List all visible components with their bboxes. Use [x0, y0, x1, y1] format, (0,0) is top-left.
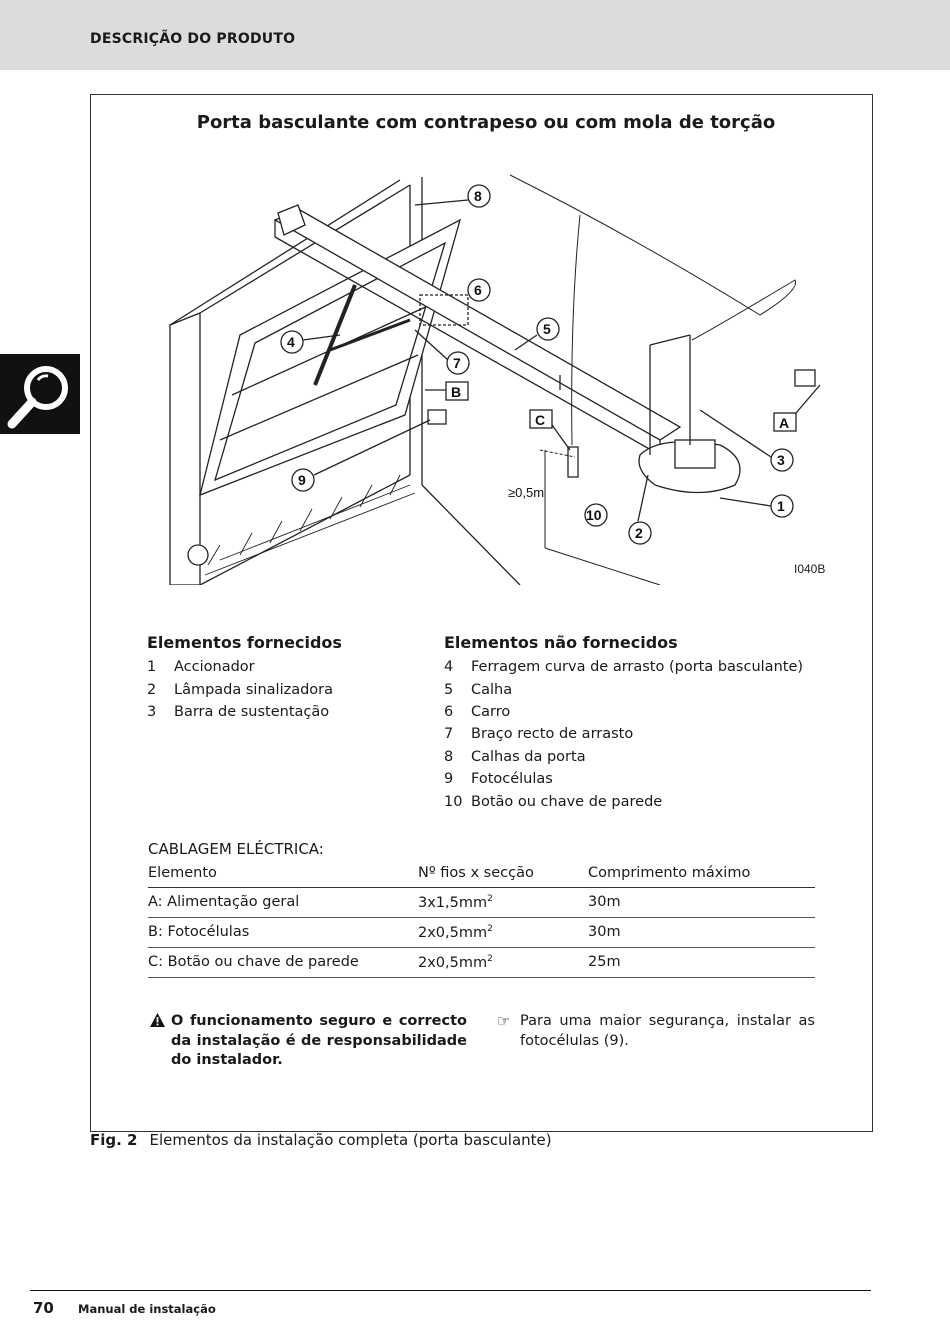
svg-text:1: 1: [777, 498, 785, 514]
footer-rule: [30, 1290, 871, 1291]
safety-tip: ☞ Para uma maior segurança, instalar as fotocélulas (9).: [497, 1012, 815, 1049]
list-item: 3 Barra de sustentação: [147, 703, 330, 720]
list-item: 4 Ferragem curva de arrasto (porta basculante): [444, 659, 804, 676]
search-tab: [0, 354, 80, 434]
svg-text:C: C: [535, 412, 546, 428]
svg-text:2: 2: [635, 525, 643, 541]
svg-text:A: A: [779, 415, 790, 431]
warning-icon: [150, 1013, 165, 1027]
column-header: Nº fios x secção: [418, 860, 588, 887]
list-item: 6 Carro: [444, 703, 511, 720]
warning-note: O funcionamento seguro e correcto da instalação é de responsabilidade do instalador.: [150, 1012, 467, 1071]
cabling-title: CABLAGEM ELÉCTRICA:: [148, 840, 324, 858]
door-panel: [200, 220, 460, 495]
table-row: A: Alimentação geral $3x1,5mm^2$ 30m: [148, 887, 815, 917]
supplied-heading: Elementos fornecidos: [147, 633, 342, 652]
table-row: B: Fotocélulas $2x0,5mm^2$ 30m: [148, 917, 815, 947]
list-item: 10 Botão ou chave de parede: [444, 793, 663, 810]
distance-label: ≥0,5m: [508, 485, 545, 500]
list-item: 8 Calhas da porta: [444, 748, 586, 765]
magnifier-icon: [0, 354, 80, 434]
figure-caption: Fig. 2 Elementos da instalação completa (porta basculante): [90, 1131, 552, 1149]
not-supplied-list: [444, 633, 803, 813]
svg-text:3: 3: [777, 452, 785, 468]
cabling-table: [148, 860, 815, 978]
pointing-hand-icon: ☞: [497, 1012, 511, 1030]
svg-text:6: 6: [474, 282, 482, 298]
list-item: 2 Lâmpada sinalizadora: [147, 681, 334, 698]
figure-title: Porta basculante com contrapeso ou com mola de torção: [196, 112, 776, 133]
floor-hatch: [205, 475, 415, 575]
svg-text:10: 10: [586, 507, 602, 523]
not-supplied-heading: Elementos não fornecidos: [444, 633, 678, 652]
svg-text:5: 5: [543, 321, 551, 337]
list-item: 1 Accionador: [147, 659, 255, 676]
image-code: I040B: [794, 562, 826, 576]
svg-text:B: B: [451, 384, 462, 400]
svg-text:4: 4: [287, 334, 295, 350]
svg-text:8: 8: [474, 188, 482, 204]
supplied-list: [147, 633, 342, 723]
list-item: 9 Fotocélulas: [444, 771, 553, 788]
page-number: 70: [33, 1299, 54, 1317]
svg-text:7: 7: [453, 355, 461, 371]
section-title: DESCRIÇÃO DO PRODUTO: [90, 31, 296, 47]
table-header-row: [148, 860, 815, 887]
manual-title: Manual de instalação: [78, 1302, 216, 1316]
column-header: Comprimento máximo: [588, 860, 815, 887]
installation-drawing: [160, 165, 840, 585]
column-header: Elemento: [148, 860, 418, 887]
table-row: C: Botão ou chave de parede $2x0,5mm^2$ 25m: [148, 947, 815, 977]
svg-text:9: 9: [298, 472, 306, 488]
list-item: 5 Calha: [444, 681, 513, 698]
list-item: 7 Braço recto de arrasto: [444, 726, 634, 743]
